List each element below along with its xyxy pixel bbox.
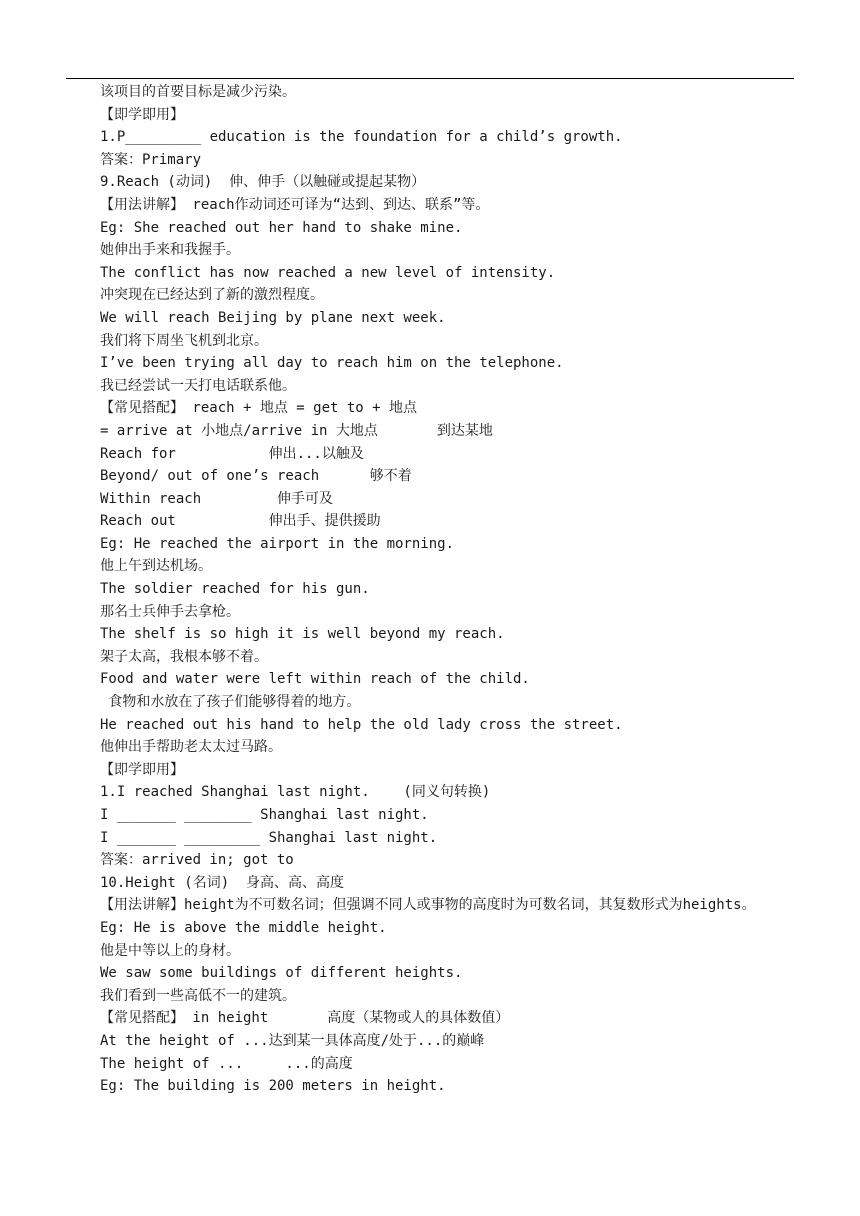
translation-line: 我们将下周坐飞机到北京。 (100, 332, 268, 349)
example-line: He reached out his hand to help the old lady cross the street. (100, 716, 623, 733)
translation-line: 他是中等以上的身材。 (100, 942, 240, 959)
example-line: We will reach Beijing by plane next week. (100, 309, 446, 326)
usage-paragraph: 【用法讲解】height为不可数名词；但强调不同人或事物的高度时为可数名词，其复数形式为heights。 (100, 897, 756, 914)
section-heading: 【即学即用】 (100, 106, 184, 123)
example-line: The shelf is so high it is well beyond my reach. (100, 626, 505, 643)
answer-line: 答案：arrived in; got to (100, 852, 294, 869)
text-line: 该项目的首要目标是减少污染。 (100, 84, 296, 100)
example-line: Eg: He reached the airport in the morning. (100, 535, 455, 552)
example-line: Food and water were left within reach of the child. (100, 671, 530, 688)
translation-line: 我已经尝试一天打电话联系他。 (100, 377, 296, 394)
translation-line: 架子太高，我根本够不着。 (100, 648, 268, 665)
collocation-line: = arrive at 小地点/arrive in 大地点 到达某地 (100, 422, 493, 439)
translation-line: 食物和水放在了孩子们能够得着的地方。 (100, 694, 361, 711)
collocation-line: Beyond/ out of one’s reach 够不着 (100, 468, 412, 485)
translation-line: 冲突现在已经达到了新的激烈程度。 (100, 287, 324, 304)
translation-line: 我们看到一些高低不一的建筑。 (100, 987, 296, 1004)
collocation-heading: 【常见搭配】 reach + 地点 = get to + 地点 (100, 400, 418, 417)
example-line: I’ve been trying all day to reach him on the telephone. (100, 355, 564, 372)
example-line: The soldier reached for his gun. (100, 581, 370, 598)
example-line: Eg: The building is 200 meters in height. (100, 1078, 446, 1095)
exercise-line: 1.I reached Shanghai last night. (同义句转换) (100, 784, 491, 801)
vocab-heading: 10.Height (名词) 身高、高、高度 (100, 874, 345, 891)
exercise-blank-line: I _______ _________ Shanghai last night. (100, 829, 438, 846)
example-line: The conflict has now reached a new level of intensity. (100, 264, 556, 281)
vocab-heading: 9.Reach (动词) 伸、伸手（以触碰或提起某物） (100, 174, 426, 191)
usage-heading: 【用法讲解】 reach作动词还可译为“达到、到达、联系”等。 (100, 196, 490, 213)
collocation-line: Reach for 伸出...以触及 (100, 445, 364, 462)
example-line: Eg: He is above the middle height. (100, 919, 387, 936)
exercise-blank-line: I _______ ________ Shanghai last night. (100, 807, 429, 823)
collocation-line: The height of ... ...的高度 (100, 1055, 353, 1072)
collocation-line: Reach out 伸出手、提供援助 (100, 513, 381, 530)
collocation-line: Within reach 伸手可及 (100, 490, 334, 507)
exercise-line: 1.P_________ education is the foundation for a child’s growth. (100, 129, 623, 146)
translation-line: 他上午到达机场。 (100, 558, 212, 575)
answer-line: 答案：Primary (100, 151, 202, 168)
collocation-line: At the height of ...达到某一具体高度/处于...的巅峰 (100, 1032, 485, 1049)
example-line: We saw some buildings of different heights. (100, 965, 463, 982)
collocation-heading: 【常见搭配】 in height 高度（某物或人的具体数值） (100, 1010, 510, 1027)
translation-line: 他伸出手帮助老太太过马路。 (100, 739, 282, 756)
section-heading: 【即学即用】 (100, 761, 184, 778)
translation-line: 那名士兵伸手去拿枪。 (100, 603, 240, 620)
example-line: Eg: She reached out her hand to shake mine. (100, 219, 463, 236)
header-rule (66, 78, 794, 79)
translation-line: 她伸出手来和我握手。 (100, 242, 240, 259)
document-body (66, 81, 798, 1098)
